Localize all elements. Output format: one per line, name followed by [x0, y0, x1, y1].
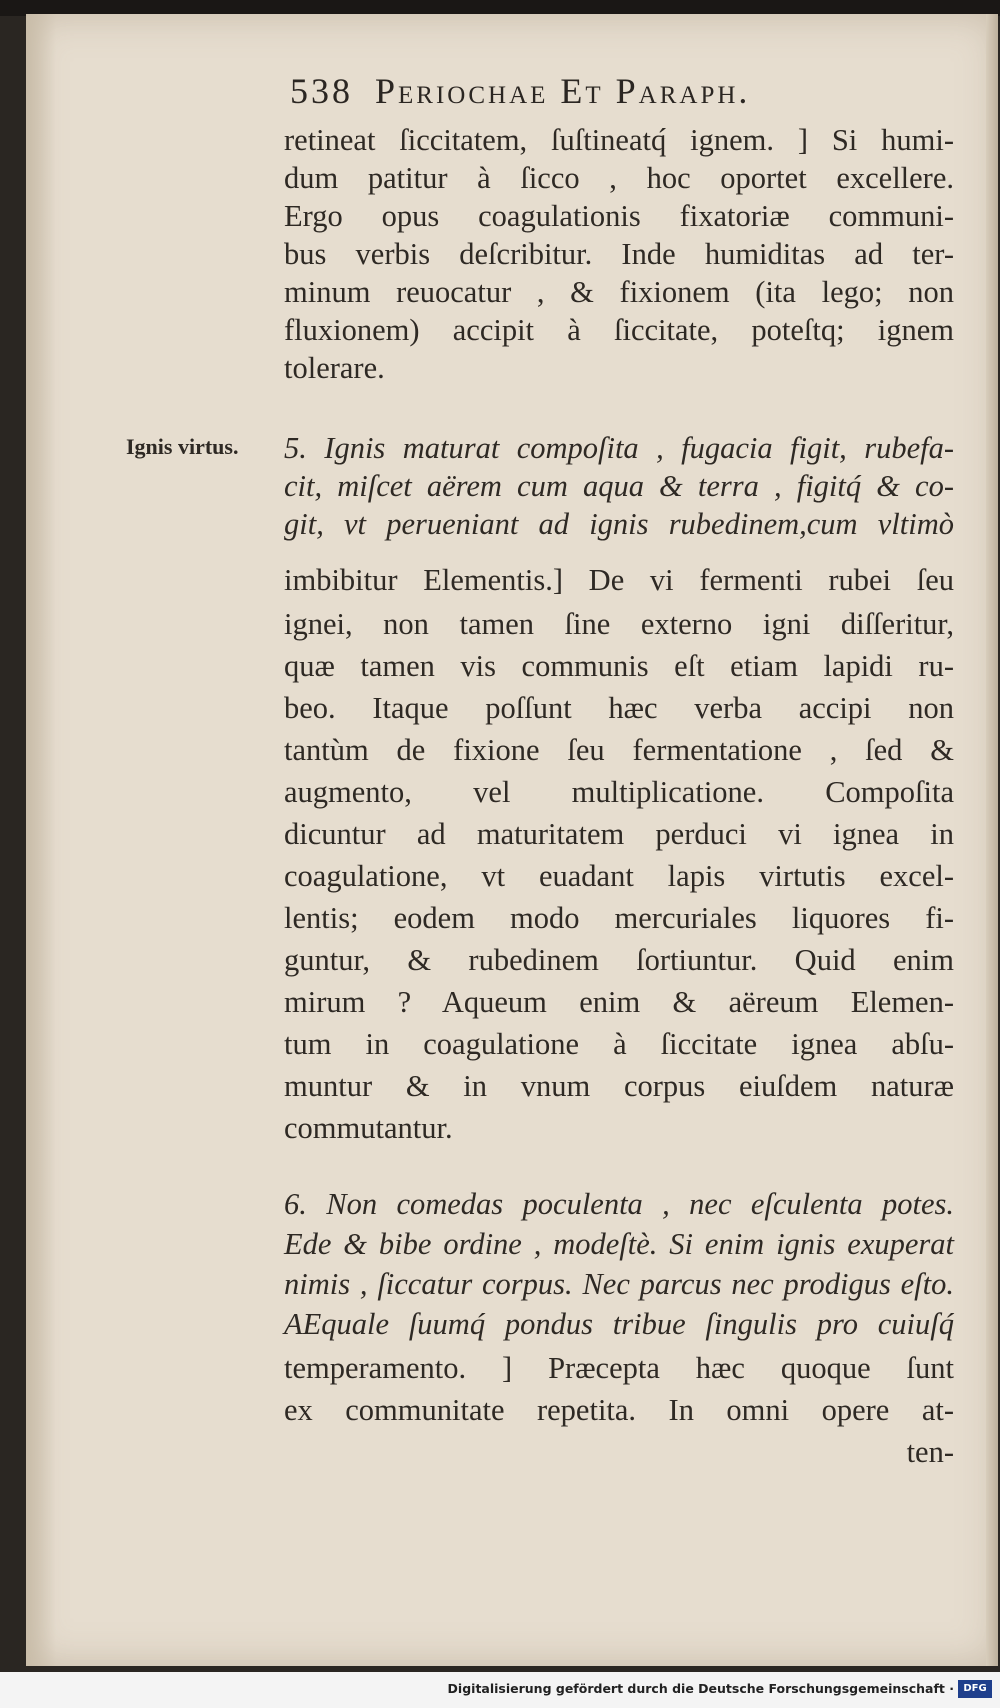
- text-line: quæ tamen vis communis eſt etiam lapidi ru-: [284, 649, 954, 683]
- text-line: coagulatione, vt euadant lapis virtutis excel-: [284, 859, 954, 893]
- text-line: fluxionem) accipit à ſiccitate, poteſtq; ignem: [284, 313, 954, 347]
- text-line: commutantur.: [284, 1111, 453, 1145]
- dfg-logo: DFG: [958, 1680, 992, 1698]
- text-line: dicuntur ad maturitatem perduci vi ignea in: [284, 817, 954, 851]
- digitization-footer: [0, 1672, 1000, 1708]
- page-gutter-shadow: [26, 14, 56, 1666]
- catchword: ten-: [906, 1435, 954, 1469]
- text-line: cit, miſcet aërem cum aqua & terra , figitq́ & co-: [284, 469, 954, 503]
- text-line: Ede & bibe ordine , modeſtè. Si enim ignis exuperat: [284, 1227, 954, 1261]
- text-line: ex communitate repetita. In omni opere at-: [284, 1393, 954, 1427]
- text-line: mirum ? Aqueum enim & aëreum Elemen-: [284, 985, 954, 1019]
- text-line: retineat ſiccitatem, ſuſtineatq́ ignem. ] Si humi-: [284, 123, 954, 157]
- text-line: guntur, & rubedinem ſortiuntur. Quid enim: [284, 943, 954, 977]
- text-line: augmento, vel multiplicatione. Compoſita: [284, 775, 954, 809]
- text-line: ignei, non tamen ſine externo igni diſſeritur,: [284, 607, 954, 641]
- text-line: tantùm de fixione ſeu fermentatione , ſed &: [284, 733, 954, 767]
- text-line: beo. Itaque poſſunt hæc verba accipi non: [284, 691, 954, 725]
- page-number: 538: [290, 71, 353, 111]
- text-line: muntur & in vnum corpus eiuſdem naturæ: [284, 1069, 954, 1103]
- text-line: Ergo opus coagulationis fixatoriæ communi-: [284, 199, 954, 233]
- text-line: nimis , ſiccatur corpus. Nec parcus nec prodigus eſto.: [284, 1267, 954, 1301]
- text-line: imbibitur Elementis.] De vi fermenti rubei ſeu: [284, 563, 954, 597]
- text-line: minum reuocatur , & fixionem (ita lego; non: [284, 275, 954, 309]
- funding-credit: Digitalisierung gefördert durch die Deutsche Forschungsgemeinschaft ·: [447, 1681, 954, 1696]
- text-line: tolerare.: [284, 351, 385, 385]
- text-line: temperamento. ] Præcepta hæc quoque ſunt: [284, 1351, 954, 1385]
- running-header: [290, 70, 750, 112]
- text-line: lentis; eodem modo mercuriales liquores fi-: [284, 901, 954, 935]
- text-line: dum patitur à ſicco , hoc oportet excellere.: [284, 161, 954, 195]
- text-line: 6. Non comedas poculenta , nec eſculenta potes.: [284, 1187, 954, 1221]
- text-line: 5. Ignis maturat compoſita , fugacia figit, rubefa-: [284, 431, 954, 465]
- text-line: bus verbis deſcribitur. Inde humiditas ad ter-: [284, 237, 954, 271]
- page-edge: [986, 14, 998, 1666]
- margin-note: Ignis virtus.: [126, 434, 239, 459]
- text-line: tum in coagulatione à ſiccitate ignea abſu-: [284, 1027, 954, 1061]
- text-line: git, vt perueniant ad ignis rubedinem,cum vltimò: [284, 507, 954, 541]
- running-title: Periochae Et Paraph.: [375, 71, 751, 111]
- text-line: AEquale ſuumq́ pondus tribue ſingulis pro cuiuſq́: [284, 1307, 954, 1341]
